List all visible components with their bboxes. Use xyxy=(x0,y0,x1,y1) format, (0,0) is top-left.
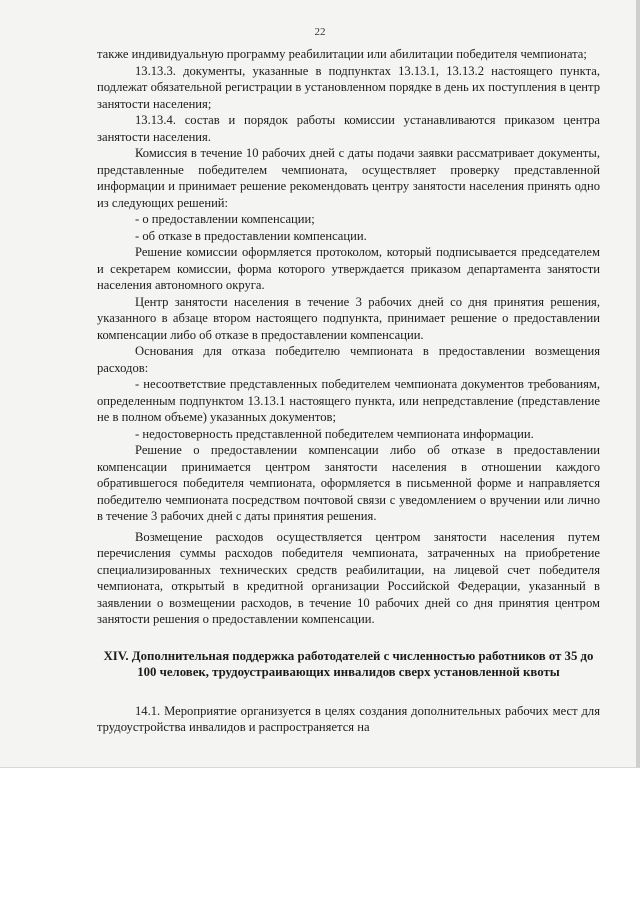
list-item: - о предоставлении компенсации; xyxy=(135,212,315,226)
paragraph: 13.13.4. состав и порядок работы комиссии устанавливаются приказом центра занятости населения. xyxy=(97,113,600,144)
paragraph: 14.1. Мероприятие организуется в целях создания дополнительных рабочих мест для трудоустройства инвалидов и распространяется на xyxy=(97,703,600,734)
paragraph: Решение комиссии оформляется протоколом, который подписывается председателем и секретарем комиссии, форма которого утверждается приказом департамента занятости населения автономного округа. xyxy=(97,245,600,292)
paragraph: Основания для отказа победителю чемпионата в предоставлении возмещения расходов: xyxy=(97,344,600,375)
list-item: - об отказе в предоставлении компенсации. xyxy=(135,228,367,243)
paragraph: Возмещение расходов осуществляется центром занятости населения путем перечисления суммы расходов победителя чемпионата, затраченных на приобретение специализированных технических средств реабилитации, на лицевой счет победителя чемпионата, открытый в кредитной организации Российской Федерации, указанный в заявлении о возмещении расходов, в течение 10 рабочих дней со дня принятия центром занятости решения о предоставлении компенсации. xyxy=(97,529,600,626)
paragraph: Центр занятости населения в течение 3 рабочих дней со дня принятия решения, указанного в абзаце втором настоящего подпункта, принимает решение о предоставлении компенсации либо об отказе в предоставлении компенсации. xyxy=(97,294,600,342)
list-item: - недостоверность представленной победителем чемпионата информации. xyxy=(135,426,534,441)
page-number: 22 xyxy=(314,26,326,38)
list-item: - несоответствие представленных победителем чемпионата документов требованиям, определенным подпунктом 13.13.1 настоящего пункта, или непредставление (представление не в полном объеме) указанных документов; xyxy=(97,377,600,424)
paragraph: Решение о предоставлении компенсации либо об отказе в предоставлении компенсации принимается центром занятости населения в отношении каждого обратившегося победителя чемпионата, оформляется в письменной форме и направляется победителю чемпионата посредством почтовой связи с уведомлением о вручении или лично в течение 3 рабочих дней с даты принятия решения. xyxy=(97,443,600,523)
paragraph: 13.13.3. документы, указанные в подпунктах 13.13.1, 13.13.2 настоящего пункта, подлежат обязательной регистрации в установленном порядке в день их поступления в центр занятости населения; xyxy=(97,63,600,111)
paragraph: также индивидуальную программу реабилитации или абилитации победителя чемпионата; xyxy=(97,47,587,61)
paragraph: Комиссия в течение 10 рабочих дней с даты подачи заявки рассматривает документы, представленные победителем чемпионата, осуществляет проверку представленной информации и принимает решение рекомендовать центру занятости населения принять одно из следующих решений: xyxy=(97,146,600,210)
document-body xyxy=(97,46,600,736)
section-heading: XIV. Дополнительная поддержка работодателей с численностью работников от 35 до 100 человек, трудоустраивающих инвалидов сверх установленной квоты xyxy=(103,648,594,679)
